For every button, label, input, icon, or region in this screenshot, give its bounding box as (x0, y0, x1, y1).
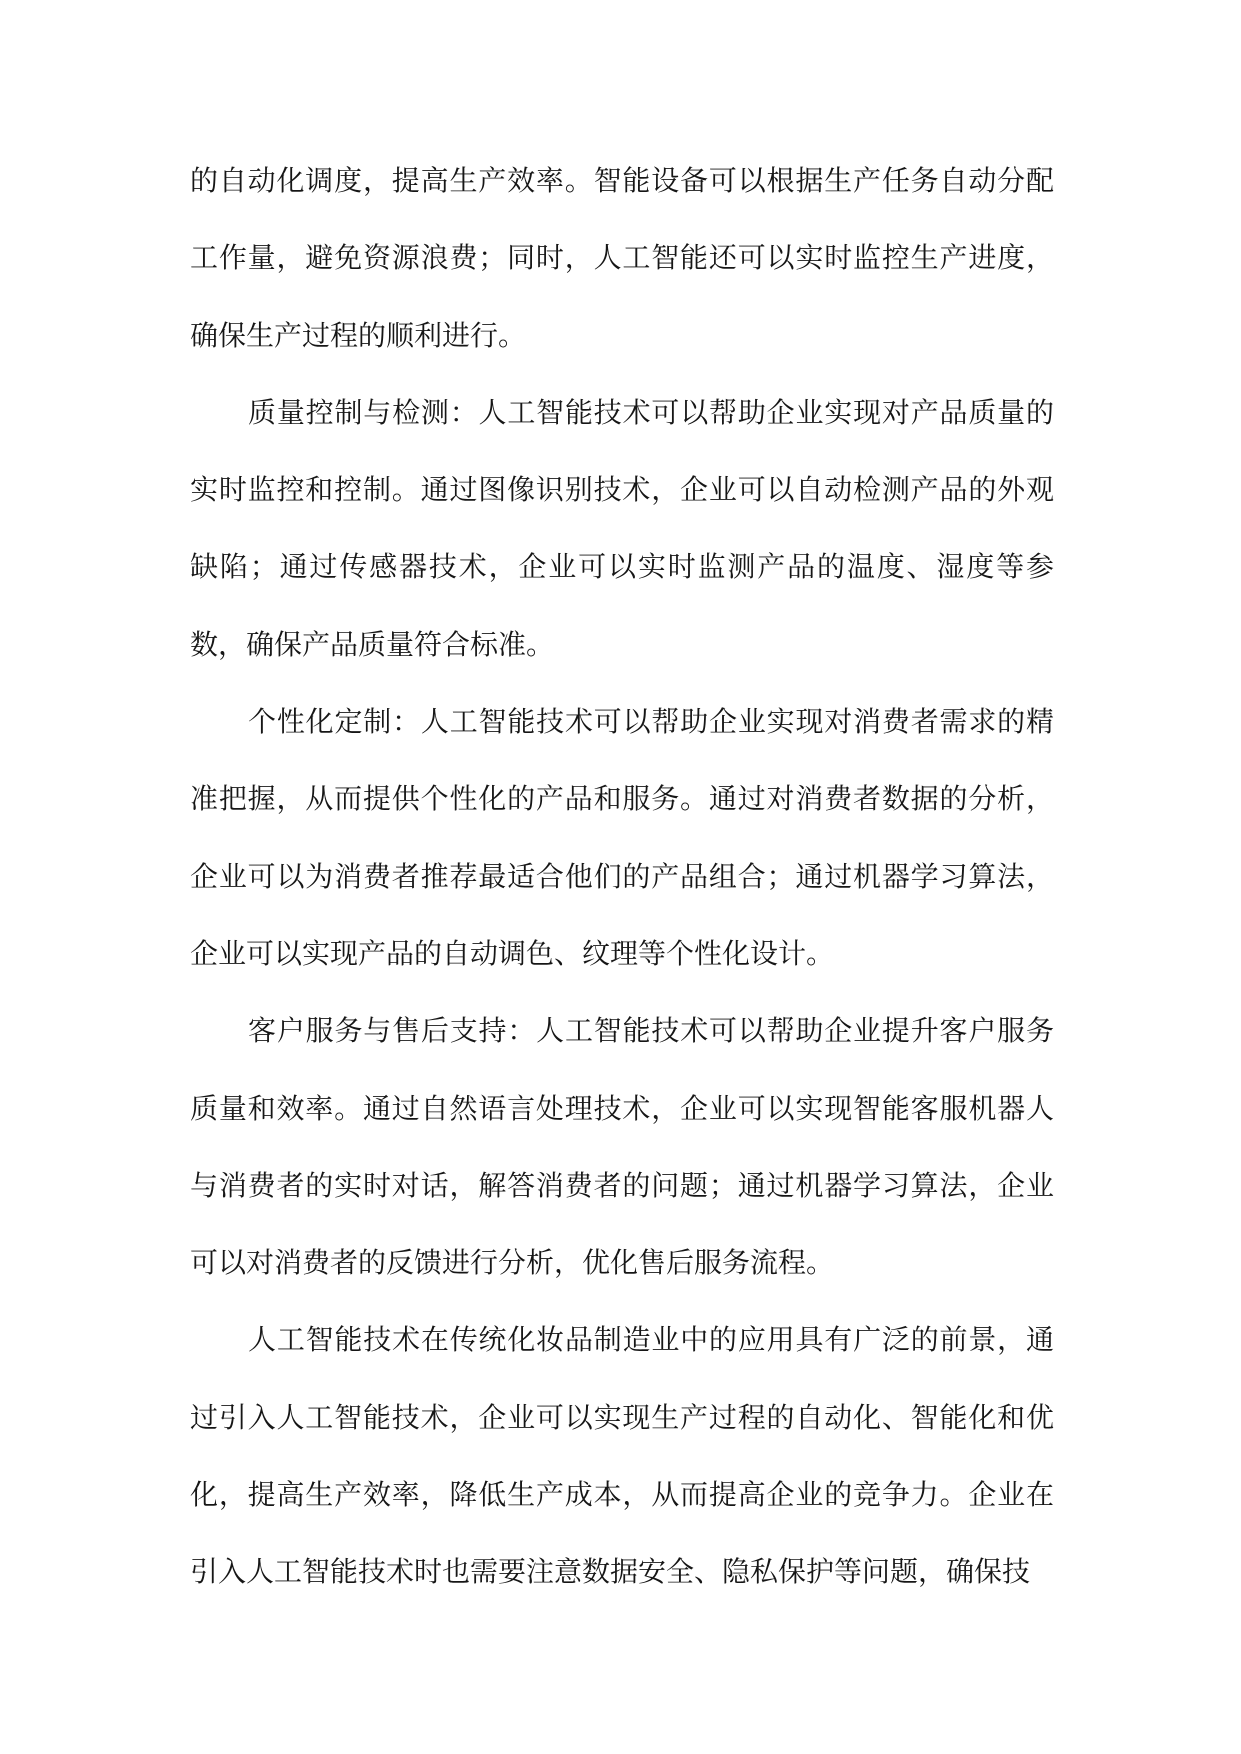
paragraph-conclusion: 人工智能技术在传统化妆品制造业中的应用具有广泛的前景，通过引入人工智能技术，企业可以实现生产过程的自动化、智能化和优化，提高生产效率，降低生产成本，从而提高企业的竞争力。企业在引入人工智能技术时也需要注意数据安全、隐私保护等问题，确保技 (190, 1323, 1054, 1589)
paragraph-personalization: 个性化定制：人工智能技术可以帮助企业实现对消费者需求的精准把握，从而提供个性化的产品和服务。通过对消费者数据的分析，企业可以为消费者推荐最适合他们的产品组合；通过机器学习算法，企业可以实现产品的自动调色、纹理等个性化设计。 (190, 705, 1054, 970)
document-body (190, 142, 1054, 1611)
paragraph-customer-service: 客户服务与售后支持：人工智能技术可以帮助企业提升客户服务质量和效率。通过自然语言处理技术，企业可以实现智能客服机器人与消费者的实时对话，解答消费者的问题；通过机器学习算法，企业可以对消费者的反馈进行分析，优化售后服务流程。 (190, 1014, 1054, 1280)
paragraph-quality-control: 质量控制与检测：人工智能技术可以帮助企业实现对产品质量的实时监控和控制。通过图像识别技术，企业可以自动检测产品的外观缺陷；通过传感器技术，企业可以实时监测产品的温度、湿度等参数，确保产品质量符合标准。 (190, 395, 1054, 661)
paragraph-production-scheduling: 的自动化调度，提高生产效率。智能设备可以根据生产任务自动分配工作量，避免资源浪费；同时，人工智能还可以实时监控生产进度，确保生产过程的顺利进行。 (190, 164, 1054, 352)
